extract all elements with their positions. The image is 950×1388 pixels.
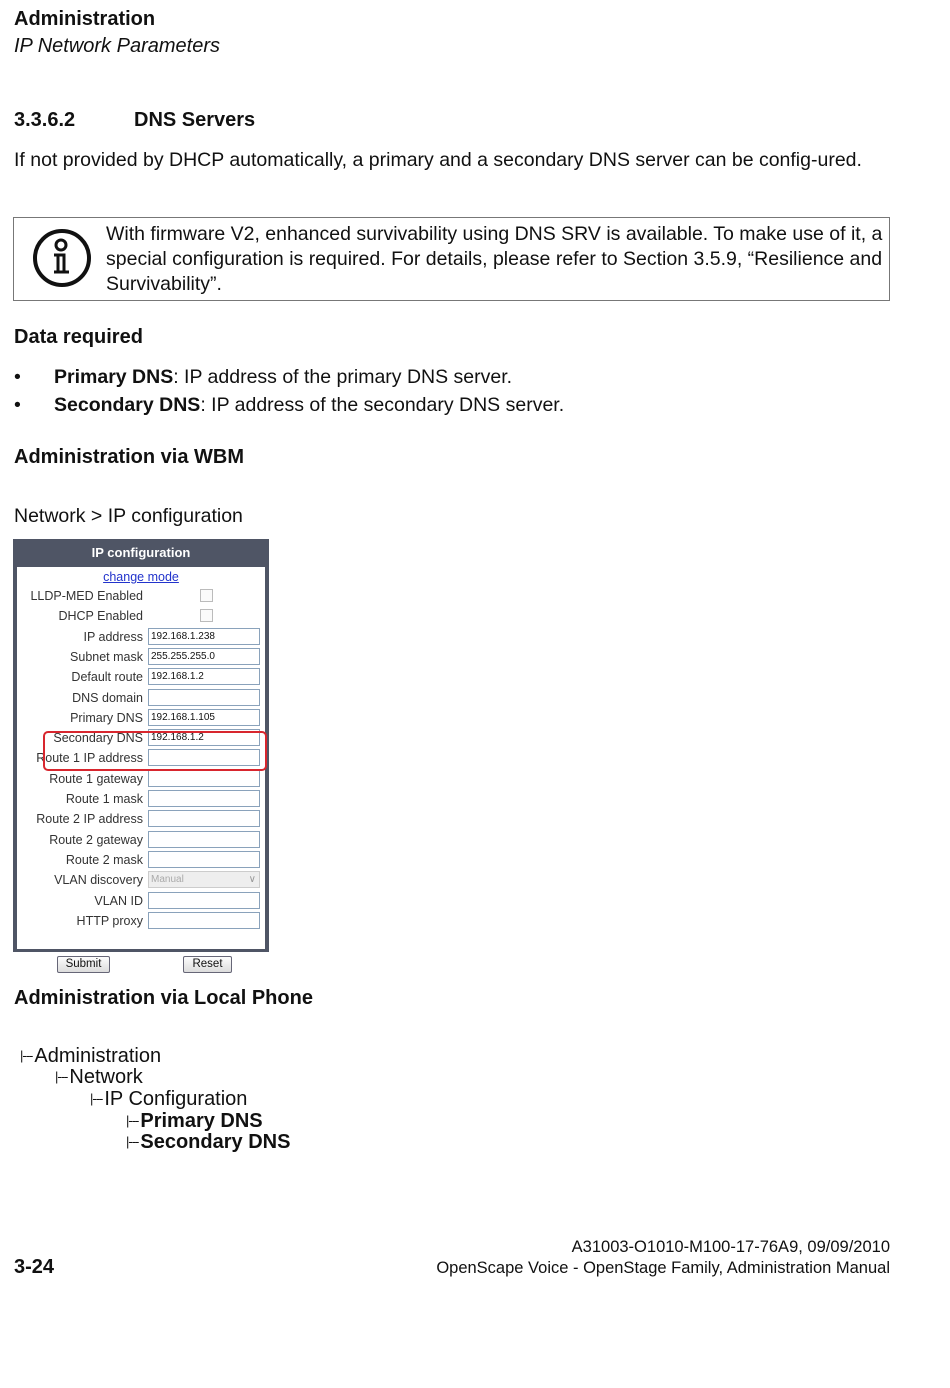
field-label: Route 1 mask [65, 792, 143, 806]
desc: : IP address of the primary DNS server. [173, 366, 513, 388]
info-icon [32, 228, 92, 288]
note-box [13, 217, 890, 301]
section-title: DNS Servers [134, 109, 256, 131]
tree-label: Primary DNS [140, 1110, 263, 1132]
list-item-secondary-dns [54, 394, 564, 417]
text-input[interactable] [148, 912, 260, 929]
term: Secondary DNS [54, 394, 201, 416]
note-text: With firmware V2, enhanced survivability using DNS SRV is available. To make use of it, a special configuration is required. For details, please refer to Section 3.5.9, “Resilience and Survivability”. [106, 223, 883, 295]
wbm-panel [13, 539, 269, 970]
form-row [17, 831, 265, 851]
form-row [17, 871, 265, 891]
reset-button[interactable]: Reset [183, 956, 232, 973]
field-label: Route 2 IP address [36, 812, 143, 827]
tree-label: Administration [34, 1045, 162, 1067]
tree-node [126, 1131, 290, 1154]
field-label: Subnet mask [70, 649, 143, 664]
change-mode-link[interactable]: change mode [103, 570, 179, 584]
tree-node [20, 1045, 161, 1068]
tree-node [55, 1066, 143, 1089]
form-row [17, 709, 265, 729]
form-row [17, 587, 265, 607]
field-label: DHCP Enabled [58, 609, 143, 624]
desc: : IP address of the secondary DNS server. [200, 394, 565, 416]
local-phone-heading: Administration via Local Phone [14, 987, 313, 1009]
field-label: Default route [71, 670, 143, 685]
form-row [17, 790, 265, 810]
text-input[interactable]: 192.168.1.2 [148, 729, 260, 746]
footer-doc-id: A31003-O1010-M100-17-76A9, 09/09/2010 [571, 1238, 890, 1256]
page-number: 3-24 [14, 1256, 55, 1278]
tree-label: IP Configuration [104, 1088, 248, 1110]
term: Primary DNS [54, 366, 174, 388]
tree-label: Network [69, 1066, 143, 1088]
text-input[interactable]: 192.168.1.2 [148, 668, 260, 685]
form-row [17, 810, 265, 830]
form-row [17, 648, 265, 668]
text-input[interactable] [148, 892, 260, 909]
chevron-down-icon: ∨ [248, 874, 256, 886]
tree-node [90, 1088, 247, 1111]
text-input[interactable] [148, 790, 260, 807]
dns-highlight-box [43, 731, 267, 771]
tree-connector: |--- [20, 1048, 33, 1063]
wbm-heading: Administration via WBM [14, 446, 245, 468]
submit-button[interactable]: Submit [57, 956, 110, 973]
wbm-panel-title: IP configuration [91, 545, 191, 560]
bullet-marker: • [14, 394, 21, 416]
form-row [17, 912, 265, 932]
form-row [17, 892, 265, 912]
field-label: VLAN ID [94, 893, 143, 908]
field-label: Route 1 gateway [49, 771, 143, 786]
text-input[interactable] [148, 770, 260, 787]
footer-doc-title: OpenScape Voice - OpenStage Family, Administration Manual [436, 1259, 890, 1277]
form-row [17, 668, 265, 688]
field-label: Route 2 mask [65, 852, 143, 867]
field-label: Primary DNS [70, 710, 143, 725]
text-input[interactable] [148, 810, 260, 827]
text-input[interactable]: 192.168.1.105 [148, 709, 260, 726]
field-label: Secondary DNS [53, 731, 143, 746]
intro-paragraph: If not provided by DHCP automatically, a primary and a secondary DNS server can be config-ured. [14, 149, 862, 171]
form-row [17, 689, 265, 709]
tree-connector: |--- [55, 1069, 68, 1084]
field-label: Route 1 IP address [36, 751, 143, 766]
wbm-form [17, 567, 265, 970]
text-input[interactable] [148, 689, 260, 706]
form-row [17, 770, 265, 790]
tree-connector: |--- [126, 1134, 139, 1149]
checkbox[interactable] [200, 589, 213, 602]
form-row [17, 628, 265, 648]
field-label: IP address [83, 629, 143, 644]
tree-node [126, 1110, 263, 1133]
field-label: DNS domain [72, 690, 143, 705]
field-label: VLAN discovery [54, 873, 143, 888]
tree-connector: |--- [126, 1113, 139, 1128]
select-field[interactable] [148, 871, 260, 888]
header-subtitle: IP Network Parameters [14, 35, 220, 57]
select-value: Manual [151, 874, 184, 886]
text-input[interactable] [148, 831, 260, 848]
wbm-path: Network > IP configuration [14, 505, 243, 527]
form-row [17, 851, 265, 871]
list-item-primary-dns [54, 366, 512, 389]
data-required-heading: Data required [14, 326, 143, 348]
section-number: 3.3.6.2 [14, 109, 76, 131]
header-title: Administration [14, 8, 156, 30]
text-input[interactable]: 255.255.255.0 [148, 648, 260, 665]
tree-connector: |--- [90, 1091, 103, 1106]
field-label: HTTP proxy [76, 913, 143, 928]
checkbox[interactable] [200, 609, 213, 622]
text-input[interactable] [148, 851, 260, 868]
field-label: LLDP-MED Enabled [30, 589, 143, 603]
text-input[interactable]: 192.168.1.238 [148, 628, 260, 645]
tree-label: Secondary DNS [140, 1131, 291, 1153]
form-row [17, 607, 265, 627]
bullet-marker: • [14, 366, 21, 388]
field-label: Route 2 gateway [49, 832, 143, 847]
